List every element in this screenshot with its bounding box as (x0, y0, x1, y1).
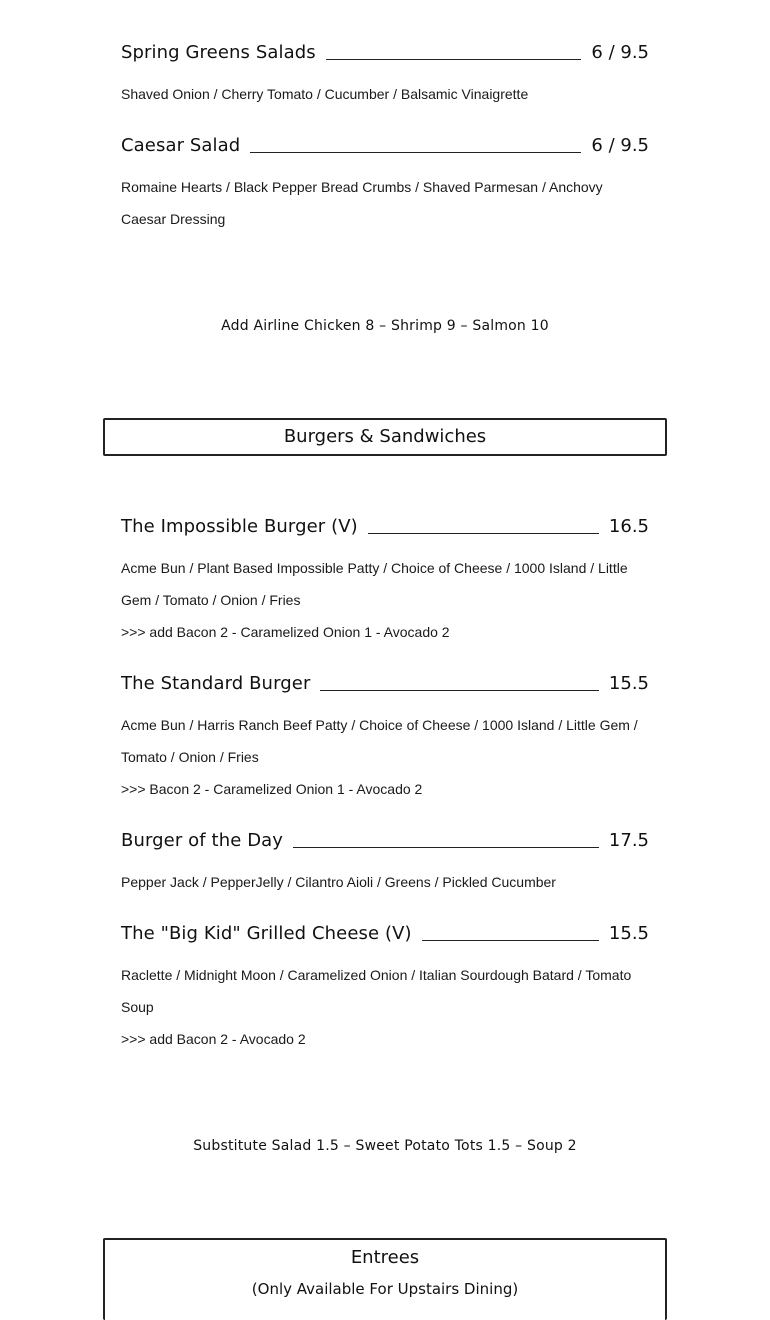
menu-item-name: Burger of the Day (121, 830, 284, 851)
menu-item-description: Raclette / Midnight Moon / Caramelized Onion / Italian Sourdough Batard / Tomato Soup (121, 967, 632, 1015)
menu-item-price: 17.5 (608, 830, 649, 851)
leader-line (326, 59, 582, 60)
menu-item-description: Shaved Onion / Cherry Tomato / Cucumber / Balsamic Vinaigrette (121, 86, 529, 102)
menu-item-header (121, 830, 649, 858)
leader-line (422, 940, 599, 941)
menu-item-header (121, 923, 649, 951)
substitute-note: Substitute Salad 1.5 – Sweet Potato Tots 1.5 – Soup 2 (193, 1138, 577, 1154)
menu-item-price: 6 / 9.5 (591, 42, 649, 63)
leader-line (320, 690, 598, 691)
menu-item-price: 6 / 9.5 (591, 135, 649, 156)
menu-item-standard-burger (121, 673, 649, 805)
menu-item-name: Spring Greens Salads (121, 42, 316, 63)
section-title: Entrees (350, 1247, 420, 1268)
menu-item-header (121, 135, 649, 163)
section-header-entrees (103, 1238, 667, 1320)
menu-item-price: 15.5 (608, 673, 649, 694)
menu-item-caesar-salad (121, 135, 649, 235)
menu-item-spring-greens (121, 42, 649, 110)
menu-item-description: Romaine Hearts / Black Pepper Bread Crumbs / Shaved Parmesan / Anchovy Caesar Dressing (121, 179, 603, 227)
menu-item-price: 16.5 (608, 516, 649, 537)
menu-item-big-kid-grilled-cheese (121, 923, 649, 1055)
menu-item-name: Caesar Salad (121, 135, 241, 156)
leader-line (368, 533, 599, 534)
menu-item-header (121, 42, 649, 70)
menu-item-description: Pepper Jack / PepperJelly / Cilantro Aioli / Greens / Pickled Cucumber (121, 874, 556, 890)
menu-item-addon: >>> Bacon 2 - Caramelized Onion 1 - Avocado 2 (121, 781, 423, 797)
menu-item-name: The Impossible Burger (V) (121, 516, 358, 537)
menu-item-description: Acme Bun / Plant Based Impossible Patty / Choice of Cheese / 1000 Island / Little Gem / Tomato / Onion / Fries (121, 560, 628, 608)
salad-addons-note: Add Airline Chicken 8 – Shrimp 9 – Salmon 10 (221, 318, 549, 334)
menu-item-burger-of-the-day (121, 830, 649, 898)
section-title: Burgers & Sandwiches (283, 426, 487, 447)
menu-item-header (121, 673, 649, 701)
menu-item-addon: >>> add Bacon 2 - Avocado 2 (121, 1031, 306, 1047)
menu-item-impossible-burger (121, 516, 649, 648)
menu-item-name: The Standard Burger (121, 673, 311, 694)
leader-line (293, 847, 599, 848)
menu-item-addon: >>> add Bacon 2 - Caramelized Onion 1 - Avocado 2 (121, 624, 450, 640)
menu-item-description: Acme Bun / Harris Ranch Beef Patty / Choice of Cheese / 1000 Island / Little Gem / Tomato / Onion / Fries (121, 717, 638, 765)
section-header-burgers (103, 418, 667, 456)
menu-item-name: The "Big Kid" Grilled Cheese (V) (121, 923, 412, 944)
leader-line (250, 152, 581, 153)
menu-item-price: 15.5 (608, 923, 649, 944)
menu-item-header (121, 516, 649, 544)
section-subtitle: (Only Available For Upstairs Dining) (251, 1280, 519, 1298)
